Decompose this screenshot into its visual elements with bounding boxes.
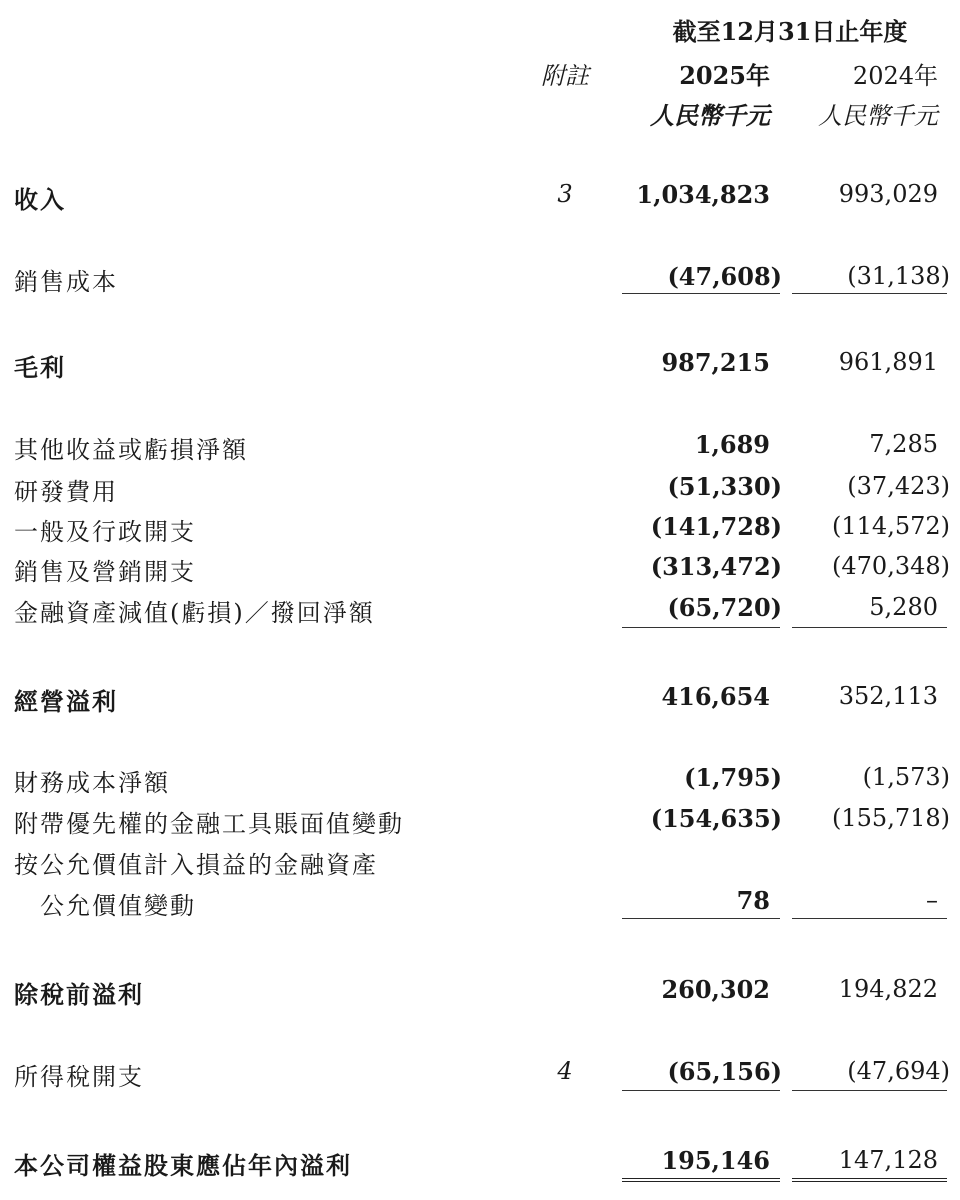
subtotal-rule-2024 xyxy=(792,293,947,294)
row-label: 一般及行政開支 xyxy=(14,518,196,546)
row-revenue xyxy=(0,180,960,214)
value-2025: 1,689 xyxy=(694,430,770,459)
value-2025: (51,330) xyxy=(667,472,782,501)
row-income-tax xyxy=(0,1057,960,1091)
value-2024: 194,822 xyxy=(838,975,938,1003)
value-2024: 7,285 xyxy=(869,430,938,458)
subtotal-rule-2024 xyxy=(792,627,947,628)
row-label: 本公司權益股東應佔年內溢利 xyxy=(14,1151,352,1180)
row-profit-before-tax xyxy=(0,975,960,1009)
value-2025: (1,795) xyxy=(684,763,782,792)
subtotal-rule-2025 xyxy=(622,627,780,628)
row-label: 按公允價值計入損益的金融資產 xyxy=(14,851,378,879)
row-impairment xyxy=(0,593,960,627)
row-label: 除稅前溢利 xyxy=(14,980,144,1009)
total-double-rule-2024 xyxy=(792,1178,947,1182)
value-2025: 1,034,823 xyxy=(636,180,770,209)
value-2025: 416,654 xyxy=(661,682,770,711)
row-profit-attributable xyxy=(0,1146,960,1180)
row-label: 經營溢利 xyxy=(14,687,118,716)
value-2025: 260,302 xyxy=(661,975,770,1004)
row-fvtpl-heading xyxy=(0,845,960,879)
value-2024: 961,891 xyxy=(838,348,938,376)
value-2024: 147,128 xyxy=(838,1146,938,1174)
subtotal-rule-2024 xyxy=(792,918,947,919)
row-selling-expenses xyxy=(0,552,960,586)
value-2024: 5,280 xyxy=(869,593,938,621)
row-gross-profit xyxy=(0,348,960,382)
row-label: 毛利 xyxy=(14,353,66,382)
row-cost-of-sales xyxy=(0,262,960,296)
value-2025: 987,215 xyxy=(661,348,770,377)
value-2025: (65,156) xyxy=(667,1057,782,1086)
year-current-heading: 2025年 xyxy=(679,61,770,90)
row-note: 3 xyxy=(557,180,573,208)
value-2025: (154,635) xyxy=(650,804,782,833)
value-2025: 195,146 xyxy=(661,1146,770,1175)
unit-current-heading: 人民幣千元 xyxy=(650,101,770,130)
row-other-gains xyxy=(0,430,960,464)
value-2024: (470,348) xyxy=(832,552,950,580)
value-2025: 78 xyxy=(736,886,770,915)
value-2025: (47,608) xyxy=(667,262,782,291)
year-prior-heading: 2024年 xyxy=(852,62,938,90)
row-label: 所得稅開支 xyxy=(14,1063,144,1091)
subtotal-rule-2024 xyxy=(792,1090,947,1091)
row-fair-value-change xyxy=(0,886,960,920)
row-label: 公允價值變動 xyxy=(40,892,196,920)
subtotal-rule-2025 xyxy=(622,293,780,294)
row-finance-costs xyxy=(0,763,960,797)
total-double-rule-2025 xyxy=(622,1178,780,1182)
note-column-heading: 附註 xyxy=(541,62,589,90)
value-2024: – xyxy=(926,886,938,914)
value-2025: (313,472) xyxy=(650,552,782,581)
row-preferred-instruments xyxy=(0,804,960,838)
value-2024: 993,029 xyxy=(838,180,938,208)
value-2024: (31,138) xyxy=(847,262,950,290)
period-heading: 截至12月31日止年度 xyxy=(672,17,908,46)
row-label: 金融資產減值(虧損)／撥回淨額 xyxy=(14,599,375,627)
row-label: 銷售及營銷開支 xyxy=(14,558,196,586)
row-note: 4 xyxy=(557,1057,573,1085)
value-2024: (155,718) xyxy=(832,804,950,832)
row-label: 其他收益或虧損淨額 xyxy=(14,436,248,464)
value-2024: (37,423) xyxy=(847,472,950,500)
unit-prior-heading: 人民幣千元 xyxy=(818,102,938,130)
subtotal-rule-2025 xyxy=(622,1090,780,1091)
value-2025: (141,728) xyxy=(650,512,782,541)
subtotal-rule-2025 xyxy=(622,918,780,919)
row-label: 收入 xyxy=(14,185,66,214)
row-rnd-expenses xyxy=(0,472,960,506)
value-2025: (65,720) xyxy=(667,593,782,622)
value-2024: (114,572) xyxy=(832,512,950,540)
row-label: 財務成本淨額 xyxy=(14,769,170,797)
row-admin-expenses xyxy=(0,512,960,546)
value-2024: 352,113 xyxy=(838,682,938,710)
value-2024: (1,573) xyxy=(862,763,950,791)
row-label: 銷售成本 xyxy=(14,268,118,296)
row-label: 附帶優先權的金融工具賬面值變動 xyxy=(14,810,404,838)
value-2024: (47,694) xyxy=(847,1057,950,1085)
row-operating-profit xyxy=(0,682,960,716)
row-label: 研發費用 xyxy=(14,478,118,506)
